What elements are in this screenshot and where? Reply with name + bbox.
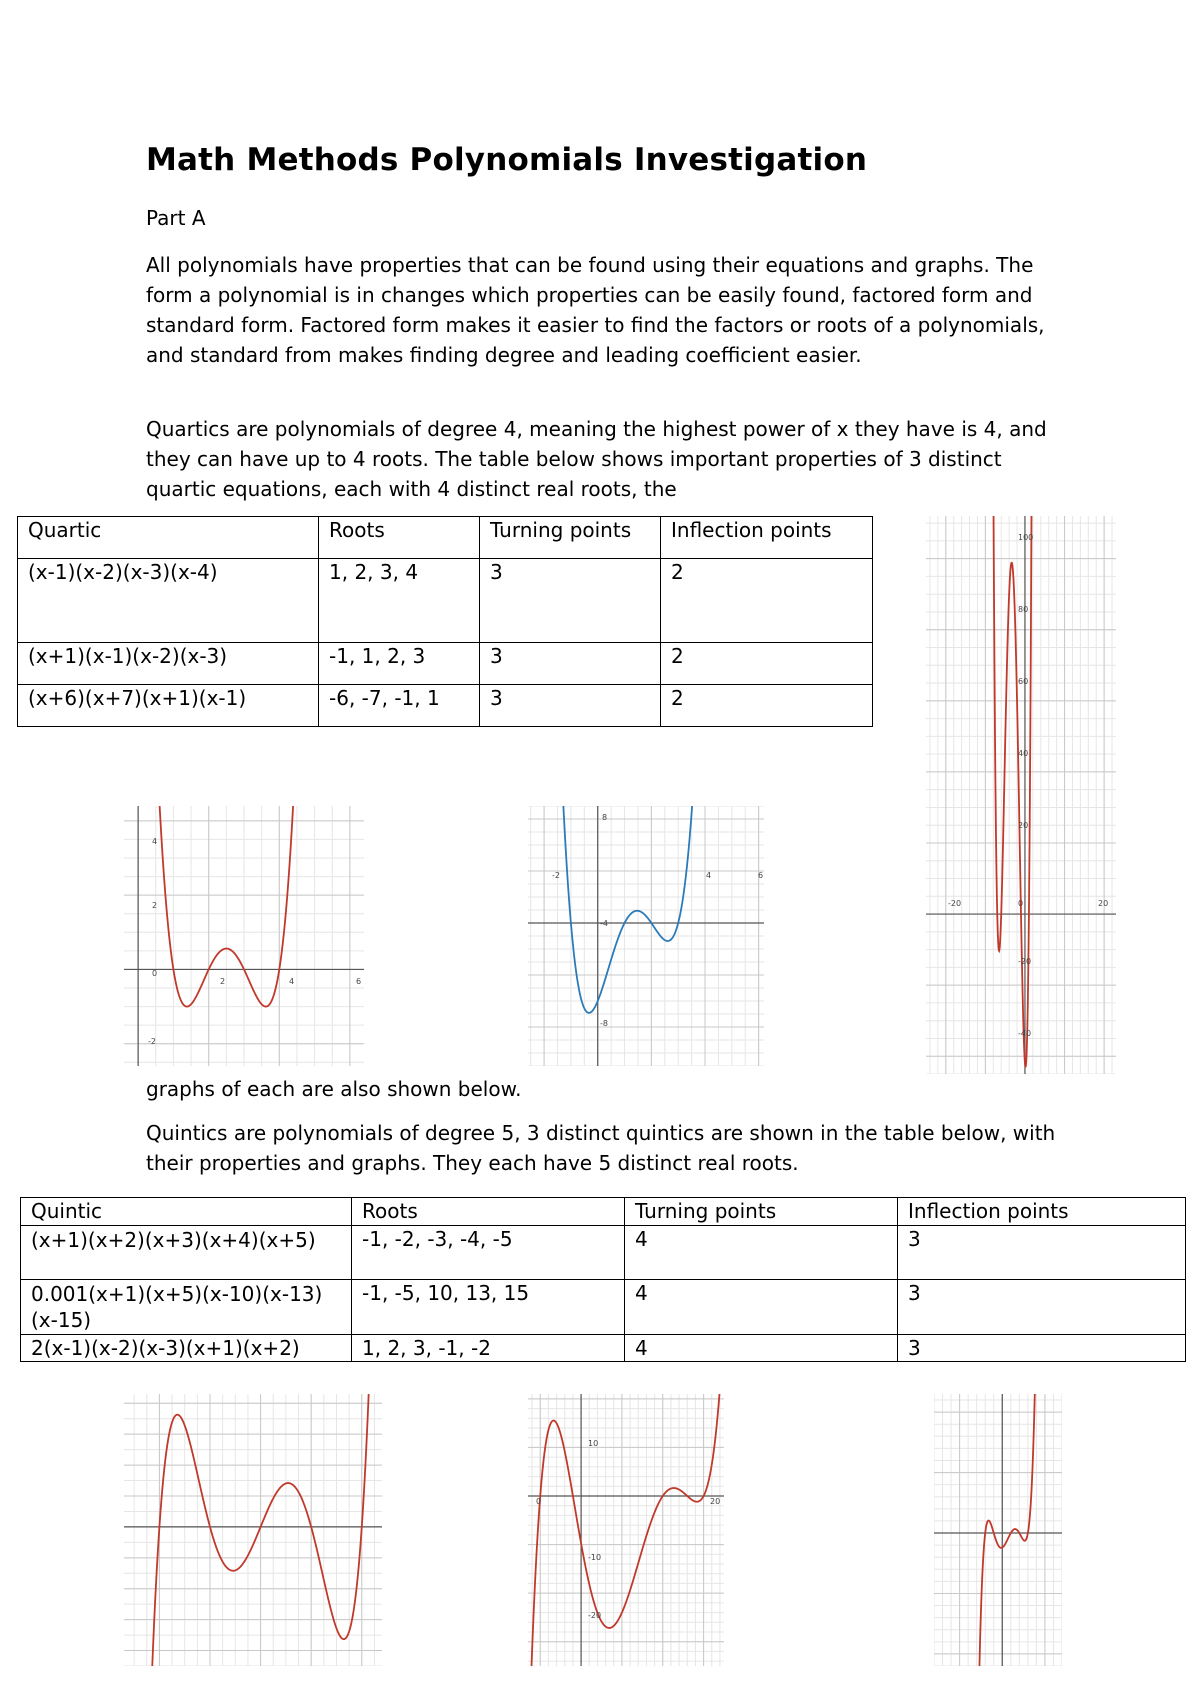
curve	[528, 806, 764, 1013]
table-row	[18, 559, 873, 643]
tick-label: -20	[1018, 957, 1032, 966]
tick-label: 20	[710, 1497, 721, 1506]
tick-label: 4	[152, 837, 158, 846]
tick-label: -8	[600, 1019, 608, 1028]
table-cell: 2	[661, 643, 873, 685]
quartic-table	[17, 516, 873, 727]
table-row	[18, 643, 873, 685]
tick-label: -20	[948, 899, 962, 908]
tick-label: 80	[1018, 605, 1029, 614]
table-cell: 3	[898, 1335, 1186, 1362]
table-row	[21, 1335, 1186, 1362]
header-cell: Quintic	[21, 1198, 352, 1226]
curve	[926, 516, 1116, 1067]
table-row	[21, 1226, 1186, 1280]
header-cell: Turning points	[625, 1198, 898, 1226]
table-cell: 4	[625, 1335, 898, 1362]
table-cell: (x-1)(x-2)(x-3)(x-4)	[18, 559, 319, 643]
header-cell: Roots	[319, 517, 480, 559]
graph-quintic-3	[934, 1394, 1062, 1666]
header-cell: Turning points	[480, 517, 661, 559]
quintic-table	[20, 1197, 1186, 1362]
table-cell: (x+1)(x+2)(x+3)(x+4)(x+5)	[21, 1226, 352, 1280]
table-cell: 2(x-1)(x-2)(x-3)(x+1)(x+2)	[21, 1335, 352, 1362]
tick-label: 10	[588, 1439, 599, 1448]
tick-label: -40	[1018, 1029, 1032, 1038]
tick-label: 60	[1018, 677, 1029, 686]
tick-label: 0	[536, 1497, 542, 1506]
tick-label: 20	[1098, 899, 1109, 908]
table-cell: (x+6)(x+7)(x+1)(x-1)	[18, 685, 319, 727]
tick-label: -4	[600, 919, 608, 928]
paragraph-quintics: Quintics are polynomials of degree 5, 3 distinct quintics are shown in the table below, with their properties and graphs. They each have 5 distinct real roots.	[146, 1121, 1056, 1175]
graph-quartic-3	[926, 516, 1116, 1074]
table-cell: -1, -5, 10, 13, 15	[352, 1280, 625, 1335]
header-cell: Roots	[352, 1198, 625, 1226]
tick-label: 4	[706, 871, 712, 880]
tick-label: -2	[148, 1037, 156, 1046]
graph-quintic-1-svg	[124, 1394, 382, 1666]
section-heading-part-a: Part A	[146, 206, 206, 230]
graph-quartic-2	[528, 806, 764, 1066]
tick-label: 6	[758, 871, 764, 880]
table-cell: 3	[480, 643, 661, 685]
graph-quintic-3-svg	[934, 1394, 1062, 1666]
tick-label: 6	[356, 977, 362, 986]
table-cell: 1, 2, 3, 4	[319, 559, 480, 643]
table-cell: 3	[898, 1280, 1186, 1335]
table-cell: 4	[625, 1280, 898, 1335]
graph-quartic-2-svg	[528, 806, 764, 1066]
table-cell: -1, -2, -3, -4, -5	[352, 1226, 625, 1280]
tick-label: -10	[588, 1553, 602, 1562]
curve	[124, 1394, 382, 1666]
paragraph-quartics: Quartics are polynomials of degree 4, meaning the highest power of x they have is 4, and they can have up to 4 roots. The table below shows important properties of 3 distinct quartic equations, each with 4 distinct real roots, the	[146, 417, 1047, 501]
table-header-row	[18, 517, 873, 559]
table-cell: 3	[480, 685, 661, 727]
header-cell: Inflection points	[898, 1198, 1186, 1226]
header-cell: Inflection points	[661, 517, 873, 559]
table-cell: 3	[898, 1226, 1186, 1280]
tick-label: -20	[588, 1611, 602, 1620]
tick-label: 0	[1018, 899, 1024, 908]
tick-label: 2	[220, 977, 226, 986]
table-cell: -1, 1, 2, 3	[319, 643, 480, 685]
tick-label: 100	[1018, 533, 1034, 542]
table-cell: 2	[661, 559, 873, 643]
graph-quartic-1	[124, 806, 364, 1066]
curve	[528, 1394, 724, 1666]
tick-label: 40	[1018, 749, 1029, 758]
table-cell: 4	[625, 1226, 898, 1280]
page-title: Math Methods Polynomials Investigation	[146, 142, 868, 178]
header-cell: Quartic	[18, 517, 319, 559]
tick-label: 8	[602, 813, 608, 822]
tick-label: -2	[552, 871, 560, 880]
table-cell: 2	[661, 685, 873, 727]
paragraph-intro: All polynomials have properties that can be found using their equations and graphs. The form a polynomial is in changes which properties can be easily found, factored form and standard form. Factored form makes it easier to find the factors or roots of a polynomials, and standard from makes finding degree and leading coefficient easier.	[146, 253, 1045, 367]
table-row	[21, 1280, 1186, 1335]
tick-label: 2	[152, 901, 158, 910]
table-cell: -6, -7, -1, 1	[319, 685, 480, 727]
graph-quartic-1-svg	[124, 806, 364, 1066]
tick-label: 0	[152, 969, 158, 978]
tick-label: 4	[289, 977, 295, 986]
tick-label: 20	[1018, 821, 1029, 830]
graph-quintic-1	[124, 1394, 382, 1666]
table-cell: 1, 2, 3, -1, -2	[352, 1335, 625, 1362]
table-cell: 3	[480, 559, 661, 643]
graph-quintic-2-svg	[528, 1394, 724, 1666]
table-cell: 0.001(x+1)(x+5)(x-10)(x-13)(x-15)	[21, 1280, 352, 1335]
table-header-row	[21, 1198, 1186, 1226]
paragraph-graphs-below: graphs of each are also shown below.	[146, 1077, 522, 1101]
graph-quintic-2	[528, 1394, 724, 1666]
table-row	[18, 685, 873, 727]
curve	[934, 1394, 1062, 1666]
table-cell: (x+1)(x-1)(x-2)(x-3)	[18, 643, 319, 685]
graph-quartic-3-svg	[926, 516, 1116, 1074]
